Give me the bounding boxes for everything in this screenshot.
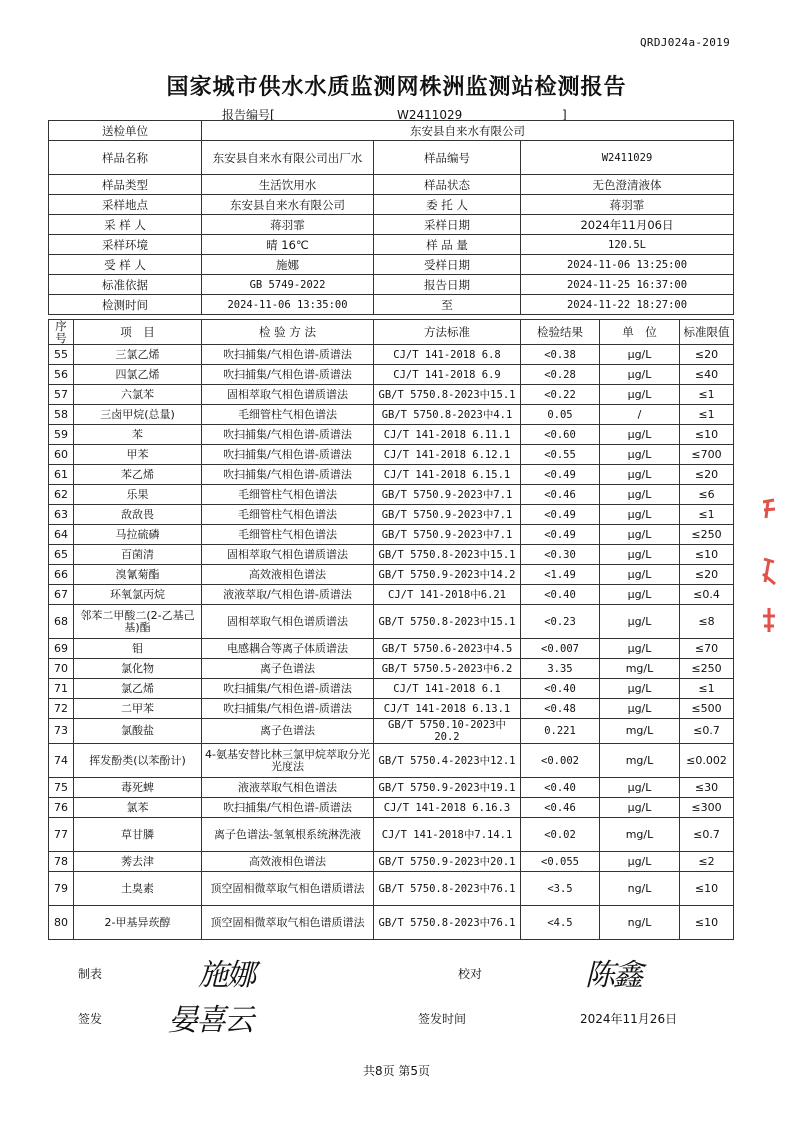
cell-item: 氯苯: [74, 798, 202, 818]
cell-item: 钼: [74, 639, 202, 659]
cell-standard: GB/T 5750.9-2023中7.1: [374, 485, 521, 505]
cell-limit: ≤20: [680, 565, 734, 585]
table-row: [49, 719, 734, 744]
issue-time-value: 2024年11月26日: [580, 1012, 678, 1026]
table-row: [49, 585, 734, 605]
issue-time-label: 签发时间: [418, 1012, 467, 1026]
cell-no: 57: [49, 385, 74, 405]
cell-method: 液液萃取气相色谱法: [202, 778, 374, 798]
cell-no: 58: [49, 405, 74, 425]
quantity-label: 样 品 量: [374, 235, 521, 255]
cell-no: 62: [49, 485, 74, 505]
cell-method: 毛细管柱气相色谱法: [202, 405, 374, 425]
table-row: [49, 425, 734, 445]
table-row: [49, 818, 734, 852]
cell-method: 电感耦合等离子体质谱法: [202, 639, 374, 659]
col-header-unit: 单 位: [600, 320, 680, 345]
cell-item: 甲苯: [74, 445, 202, 465]
report-date-value: 2024-11-25 16:37:00: [521, 275, 734, 295]
cell-limit: ≤1: [680, 385, 734, 405]
cell-unit: μg/L: [600, 525, 680, 545]
cell-standard: GB/T 5750.8-2023中76.1: [374, 906, 521, 940]
cell-limit: ≤10: [680, 425, 734, 445]
cell-standard: CJ/T 141-2018 6.13.1: [374, 699, 521, 719]
table-row: [49, 906, 734, 940]
col-header-item: 项 目: [74, 320, 202, 345]
cell-method: 固相萃取气相色谱质谱法: [202, 545, 374, 565]
sample-state-label: 样品状态: [374, 175, 521, 195]
cell-item: 敌敌畏: [74, 505, 202, 525]
seal-fragment: [760, 498, 778, 520]
cell-no: 67: [49, 585, 74, 605]
cell-method: 高效液相色谱法: [202, 852, 374, 872]
cell-item: 氯酸盐: [74, 719, 202, 744]
table-row: [49, 605, 734, 639]
cell-item: 苯: [74, 425, 202, 445]
cell-result: <0.23: [521, 605, 600, 639]
cell-item: 莠去津: [74, 852, 202, 872]
table-row: [49, 699, 734, 719]
prepared-label: 制表: [78, 967, 103, 981]
cell-result: <0.60: [521, 425, 600, 445]
cell-method: 吹扫捕集/气相色谱-质谱法: [202, 699, 374, 719]
cell-standard: CJ/T 141-2018中6.21: [374, 585, 521, 605]
table-row: [49, 565, 734, 585]
cell-no: 72: [49, 699, 74, 719]
cell-limit: ≤250: [680, 525, 734, 545]
cell-result: <0.22: [521, 385, 600, 405]
cell-result: <0.28: [521, 365, 600, 385]
cell-item: 毒死蜱: [74, 778, 202, 798]
cell-standard: CJ/T 141-2018 6.9: [374, 365, 521, 385]
cell-result: 3.35: [521, 659, 600, 679]
cell-unit: μg/L: [600, 778, 680, 798]
cell-unit: mg/L: [600, 659, 680, 679]
sample-no-value: W2411029: [521, 141, 734, 175]
test-results-table: [48, 319, 734, 940]
cell-no: 69: [49, 639, 74, 659]
cell-result: <0.055: [521, 852, 600, 872]
cell-unit: μg/L: [600, 679, 680, 699]
cell-unit: mg/L: [600, 818, 680, 852]
cell-standard: CJ/T 141-2018 6.1: [374, 679, 521, 699]
page-info: 共8页 第5页: [362, 1064, 431, 1078]
cell-unit: μg/L: [600, 465, 680, 485]
cell-item: 二甲苯: [74, 699, 202, 719]
cell-result: <0.49: [521, 465, 600, 485]
cell-unit: μg/L: [600, 445, 680, 465]
table-row: [49, 872, 734, 906]
cell-method: 离子色谱法: [202, 659, 374, 679]
cell-result: <0.40: [521, 679, 600, 699]
cell-unit: mg/L: [600, 719, 680, 744]
cell-result: <0.40: [521, 778, 600, 798]
receiver-label: 受 样 人: [49, 255, 202, 275]
standard-label: 标准依据: [49, 275, 202, 295]
seal-fragment: [760, 606, 778, 628]
cell-no: 66: [49, 565, 74, 585]
table-row: [49, 798, 734, 818]
cell-limit: ≤700: [680, 445, 734, 465]
cell-method: 顶空固相微萃取气相色谱质谱法: [202, 872, 374, 906]
cell-method: 离子色谱法: [202, 719, 374, 744]
cell-limit: ≤1: [680, 679, 734, 699]
cell-limit: ≤10: [680, 872, 734, 906]
seal-fragment: [760, 556, 778, 578]
table-row: [49, 744, 734, 778]
cell-limit: ≤70: [680, 639, 734, 659]
cell-limit: ≤300: [680, 798, 734, 818]
cell-result: 0.221: [521, 719, 600, 744]
send-unit-value: 东安县自来水有限公司: [202, 121, 734, 141]
cell-item: 百菌清: [74, 545, 202, 565]
cell-result: <1.49: [521, 565, 600, 585]
cell-limit: ≤0.4: [680, 585, 734, 605]
col-header-limit: 标准限值: [680, 320, 734, 345]
cell-unit: /: [600, 405, 680, 425]
cell-unit: μg/L: [600, 585, 680, 605]
cell-method: 4-氨基安替比林三氯甲烷萃取分光光度法: [202, 744, 374, 778]
cell-no: 74: [49, 744, 74, 778]
cell-result: <4.5: [521, 906, 600, 940]
cell-limit: ≤250: [680, 659, 734, 679]
cell-item: 草甘膦: [74, 818, 202, 852]
cell-result: 0.05: [521, 405, 600, 425]
cell-no: 71: [49, 679, 74, 699]
cell-limit: ≤500: [680, 699, 734, 719]
cell-item: 苯乙烯: [74, 465, 202, 485]
cell-method: 毛细管柱气相色谱法: [202, 505, 374, 525]
table-row: [49, 679, 734, 699]
cell-method: 固相萃取气相色谱质谱法: [202, 385, 374, 405]
table-row: [49, 465, 734, 485]
cell-method: 液液萃取/气相色谱-质谱法: [202, 585, 374, 605]
cell-limit: ≤0.002: [680, 744, 734, 778]
cell-limit: ≤40: [680, 365, 734, 385]
cell-item: 氯化物: [74, 659, 202, 679]
cell-method: 吹扫捕集/气相色谱-质谱法: [202, 445, 374, 465]
cell-no: 59: [49, 425, 74, 445]
cell-standard: GB/T 5750.8-2023中76.1: [374, 872, 521, 906]
cell-item: 土臭素: [74, 872, 202, 906]
cell-unit: μg/L: [600, 365, 680, 385]
table-row: [49, 525, 734, 545]
cell-standard: GB/T 5750.8-2023中15.1: [374, 385, 521, 405]
cell-result: <3.5: [521, 872, 600, 906]
cell-limit: ≤0.7: [680, 818, 734, 852]
cell-result: <0.55: [521, 445, 600, 465]
cell-unit: μg/L: [600, 345, 680, 365]
cell-result: <0.007: [521, 639, 600, 659]
sample-type-value: 生活饮用水: [202, 175, 374, 195]
report-date-label: 报告日期: [374, 275, 521, 295]
cell-unit: μg/L: [600, 798, 680, 818]
cell-limit: ≤6: [680, 485, 734, 505]
cell-method: 固相萃取气相色谱质谱法: [202, 605, 374, 639]
receiver-value: 施娜: [202, 255, 374, 275]
cell-unit: ng/L: [600, 906, 680, 940]
table-row: [49, 365, 734, 385]
cell-no: 76: [49, 798, 74, 818]
cell-unit: μg/L: [600, 385, 680, 405]
cell-unit: μg/L: [600, 425, 680, 445]
cell-standard: GB/T 5750.9-2023中7.1: [374, 525, 521, 545]
cell-limit: ≤1: [680, 505, 734, 525]
table-row: [49, 345, 734, 365]
cell-standard: CJ/T 141-2018 6.12.1: [374, 445, 521, 465]
cell-unit: μg/L: [600, 699, 680, 719]
cell-result: <0.46: [521, 798, 600, 818]
issued-label: 签发: [78, 1012, 103, 1026]
cell-result: <0.38: [521, 345, 600, 365]
cell-result: <0.46: [521, 485, 600, 505]
cell-no: 77: [49, 818, 74, 852]
cell-limit: ≤8: [680, 605, 734, 639]
location-label: 采样地点: [49, 195, 202, 215]
table-row: [49, 639, 734, 659]
document-code: QRDJ024a-2019: [640, 36, 730, 49]
cell-no: 73: [49, 719, 74, 744]
cell-item: 挥发酚类(以苯酚计): [74, 744, 202, 778]
env-label: 采样环境: [49, 235, 202, 255]
test-time-to: 至: [374, 295, 521, 315]
cell-item: 2-甲基异莰醇: [74, 906, 202, 940]
test-start-value: 2024-11-06 13:35:00: [202, 295, 374, 315]
table-row: [49, 445, 734, 465]
env-value: 晴 16℃: [202, 235, 374, 255]
cell-unit: μg/L: [600, 485, 680, 505]
receive-date-label: 受样日期: [374, 255, 521, 275]
sample-date-label: 采样日期: [374, 215, 521, 235]
table-header-row: [49, 320, 734, 345]
cell-result: <0.48: [521, 699, 600, 719]
cell-unit: ng/L: [600, 872, 680, 906]
location-value: 东安县自来水有限公司: [202, 195, 374, 215]
cell-no: 60: [49, 445, 74, 465]
table-row: [49, 659, 734, 679]
cell-item: 溴氰菊酯: [74, 565, 202, 585]
cell-no: 75: [49, 778, 74, 798]
cell-no: 55: [49, 345, 74, 365]
cell-result: <0.002: [521, 744, 600, 778]
cell-standard: CJ/T 141-2018 6.16.3: [374, 798, 521, 818]
test-time-label: 检测时间: [49, 295, 202, 315]
sample-name-value: 东安县自来水有限公司出厂水: [202, 141, 374, 175]
cell-standard: GB/T 5750.8-2023中15.1: [374, 605, 521, 639]
cell-method: 离子色谱法-氢氧根系统淋洗液: [202, 818, 374, 852]
standard-value: GB 5749-2022: [202, 275, 374, 295]
cell-method: 吹扫捕集/气相色谱-质谱法: [202, 345, 374, 365]
cell-unit: μg/L: [600, 545, 680, 565]
cell-result: <0.49: [521, 505, 600, 525]
cell-limit: ≤0.7: [680, 719, 734, 744]
cell-limit: ≤1: [680, 405, 734, 425]
col-header-result: 检验结果: [521, 320, 600, 345]
cell-standard: GB/T 5750.8-2023中15.1: [374, 545, 521, 565]
sample-date-value: 2024年11月06日: [521, 215, 734, 235]
cell-method: 毛细管柱气相色谱法: [202, 525, 374, 545]
cell-method: 吹扫捕集/气相色谱-质谱法: [202, 679, 374, 699]
sample-state-value: 无色澄清液体: [521, 175, 734, 195]
col-header-standard: 方法标准: [374, 320, 521, 345]
cell-item: 马拉硫磷: [74, 525, 202, 545]
cell-standard: GB/T 5750.9-2023中19.1: [374, 778, 521, 798]
issued-signature: 晏喜云: [168, 1003, 252, 1038]
cell-no: 64: [49, 525, 74, 545]
cell-limit: ≤20: [680, 465, 734, 485]
cell-item: 三卤甲烷(总量): [74, 405, 202, 425]
cell-standard: CJ/T 141-2018 6.15.1: [374, 465, 521, 485]
report-number-label: 报告编号[: [222, 108, 275, 122]
cell-no: 80: [49, 906, 74, 940]
quantity-value: 120.5L: [521, 235, 734, 255]
cell-item: 乐果: [74, 485, 202, 505]
cell-no: 61: [49, 465, 74, 485]
cell-standard: GB/T 5750.6-2023中4.5: [374, 639, 521, 659]
cell-standard: CJ/T 141-2018 6.8: [374, 345, 521, 365]
cell-item: 氯乙烯: [74, 679, 202, 699]
cell-result: <0.40: [521, 585, 600, 605]
table-row: [49, 485, 734, 505]
col-header-method: 检 验 方 法: [202, 320, 374, 345]
cell-standard: CJ/T 141-2018 6.11.1: [374, 425, 521, 445]
cell-standard: GB/T 5750.8-2023中4.1: [374, 405, 521, 425]
cell-result: <0.02: [521, 818, 600, 852]
cell-standard: GB/T 5750.9-2023中20.1: [374, 852, 521, 872]
cell-standard: GB/T 5750.4-2023中12.1: [374, 744, 521, 778]
cell-no: 56: [49, 365, 74, 385]
cell-unit: mg/L: [600, 744, 680, 778]
sample-name-label: 样品名称: [49, 141, 202, 175]
sampler-label: 采 样 人: [49, 215, 202, 235]
cell-no: 68: [49, 605, 74, 639]
cell-standard: CJ/T 141-2018中7.14.1: [374, 818, 521, 852]
report-title: 国家城市供水水质监测网株洲监测站检测报告: [166, 75, 627, 100]
cell-limit: ≤10: [680, 906, 734, 940]
cell-standard: GB/T 5750.10-2023中20.2: [374, 719, 521, 744]
cell-unit: μg/L: [600, 639, 680, 659]
cell-unit: μg/L: [600, 565, 680, 585]
send-unit-label: 送检单位: [49, 121, 202, 141]
cell-limit: ≤30: [680, 778, 734, 798]
cell-no: 78: [49, 852, 74, 872]
prepared-signature: 施娜: [198, 958, 254, 993]
sampler-value: 蒋羽霏: [202, 215, 374, 235]
receive-date-value: 2024-11-06 13:25:00: [521, 255, 734, 275]
checked-label: 校对: [458, 967, 483, 981]
sample-type-label: 样品类型: [49, 175, 202, 195]
checked-signature: 陈鑫: [585, 958, 641, 993]
cell-unit: μg/L: [600, 852, 680, 872]
cell-method: 吹扫捕集/气相色谱-质谱法: [202, 425, 374, 445]
sample-no-label: 样品编号: [374, 141, 521, 175]
cell-result: <0.49: [521, 525, 600, 545]
table-row: [49, 385, 734, 405]
cell-no: 70: [49, 659, 74, 679]
cell-standard: GB/T 5750.9-2023中14.2: [374, 565, 521, 585]
cell-item: 六氯苯: [74, 385, 202, 405]
cell-unit: μg/L: [600, 505, 680, 525]
cell-limit: ≤2: [680, 852, 734, 872]
sample-info-table: [48, 120, 734, 315]
cell-method: 吹扫捕集/气相色谱-质谱法: [202, 465, 374, 485]
cell-no: 63: [49, 505, 74, 525]
table-row: [49, 405, 734, 425]
table-row: [49, 778, 734, 798]
cell-item: 邻苯二甲酸二(2-乙基己基)酯: [74, 605, 202, 639]
cell-result: <0.30: [521, 545, 600, 565]
report-number-value: W2411029: [397, 108, 463, 122]
client-value: 蒋羽霏: [521, 195, 734, 215]
cell-limit: ≤10: [680, 545, 734, 565]
client-label: 委 托 人: [374, 195, 521, 215]
cell-no: 65: [49, 545, 74, 565]
cell-standard: GB/T 5750.5-2023中6.2: [374, 659, 521, 679]
cell-no: 79: [49, 872, 74, 906]
cell-standard: GB/T 5750.9-2023中7.1: [374, 505, 521, 525]
test-end-value: 2024-11-22 18:27:00: [521, 295, 734, 315]
table-row: [49, 852, 734, 872]
cell-limit: ≤20: [680, 345, 734, 365]
cell-item: 四氯乙烯: [74, 365, 202, 385]
cell-method: 顶空固相微萃取气相色谱质谱法: [202, 906, 374, 940]
cell-item: 环氧氯丙烷: [74, 585, 202, 605]
report-number-close: ]: [562, 108, 567, 122]
cell-item: 三氯乙烯: [74, 345, 202, 365]
cell-unit: μg/L: [600, 605, 680, 639]
cell-method: 毛细管柱气相色谱法: [202, 485, 374, 505]
cell-method: 吹扫捕集/气相色谱-质谱法: [202, 798, 374, 818]
cell-method: 吹扫捕集/气相色谱-质谱法: [202, 365, 374, 385]
cell-method: 高效液相色谱法: [202, 565, 374, 585]
table-row: [49, 505, 734, 525]
col-header-no: 序号: [49, 320, 74, 345]
table-row: [49, 545, 734, 565]
